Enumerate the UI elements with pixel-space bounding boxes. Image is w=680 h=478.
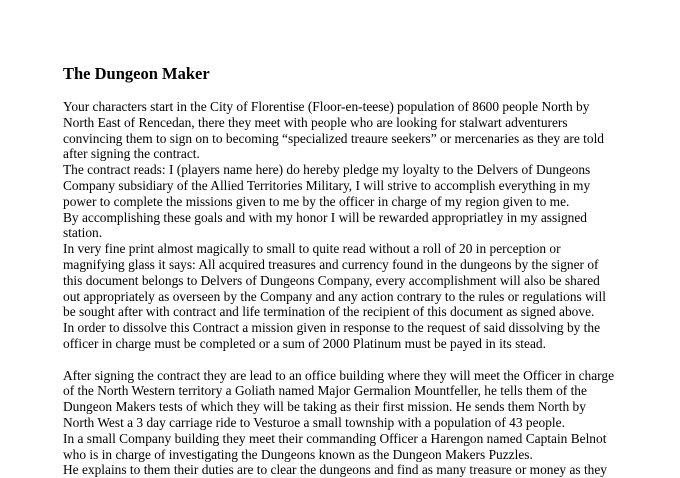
body-line: North West a 3 day carriage ride to Vesturoe a small township with a population of 43 people. bbox=[63, 414, 565, 430]
body-line: Dungeon Makers tests of which they will be taking as their first mission. He sends them North by bbox=[63, 399, 586, 415]
body-line: be sought after with contract and life termination of the recipient of this document as signed above. bbox=[63, 304, 595, 320]
body-line: In a small Company building they meet their commanding Officer a Harengon named Captain Belnot bbox=[63, 430, 607, 446]
body-line: Your characters start in the City of Florentise (Floor-en-teese) population of 8600 people North by bbox=[63, 99, 590, 114]
body-line: who is in charge of investigating the Dungeons known as the Dungeon Makers Puzzles. bbox=[63, 446, 533, 462]
body-line: of the North Western territory a Goliath named Major Germalion Mountfeller, he tells them of the bbox=[63, 383, 587, 399]
body-line: after signing the contract. bbox=[63, 146, 200, 162]
body-line: By accomplishing these goals and with my honor I will be rewarded appropriatley in my assigned bbox=[63, 209, 587, 225]
body-line: station. bbox=[63, 225, 103, 241]
body-line: this document belongs to Delvers of Dungeons Company, every accomplishment will also be shared bbox=[63, 272, 600, 288]
paragraph-break bbox=[63, 352, 663, 368]
document-title: The Dungeon Maker bbox=[63, 64, 210, 83]
body-line: In order to dissolve this Contract a mission given in response to the request of said dissolving by the bbox=[63, 320, 601, 336]
body-line: convincing them to sign on to becoming “specialized treaure seekers” or mercenaries as they are told bbox=[63, 130, 604, 146]
body-line: After signing the contract they are lead to an office building where they will meet the Officer in charge bbox=[63, 367, 615, 383]
body-line: magnifying glass it says: All acquired treasures and currency found in the dungeons by the signer of bbox=[63, 256, 599, 272]
body-line: The contract reads: I (players name here) do hereby pledge my loyalty to the Delvers of Dungeons bbox=[63, 162, 591, 178]
document-body bbox=[63, 99, 663, 478]
body-line: out appropriately as overseen by the Company and any action contrary to the rules or regulations will bbox=[63, 288, 606, 304]
body-line: officer in charge must be completed or a sum of 2000 Platinum must be payed in its stead. bbox=[63, 335, 546, 351]
body-line: Company subsidiary of the Allied Territories Military, I will strive to accomplish everything in my bbox=[63, 177, 591, 193]
body-line: North East of Rencedan, there they meet with people who are looking for stalwart adventurers bbox=[63, 114, 568, 130]
body-line: In very fine print almost magically to small to quite read without a roll of 20 in perception or bbox=[63, 241, 561, 257]
body-line: power to complete the missions given to me by the officer in charge of my region given to me. bbox=[63, 193, 570, 209]
body-line: He explains to them their duties are to clear the dungeons and find as many treasure or money as they bbox=[63, 462, 608, 478]
